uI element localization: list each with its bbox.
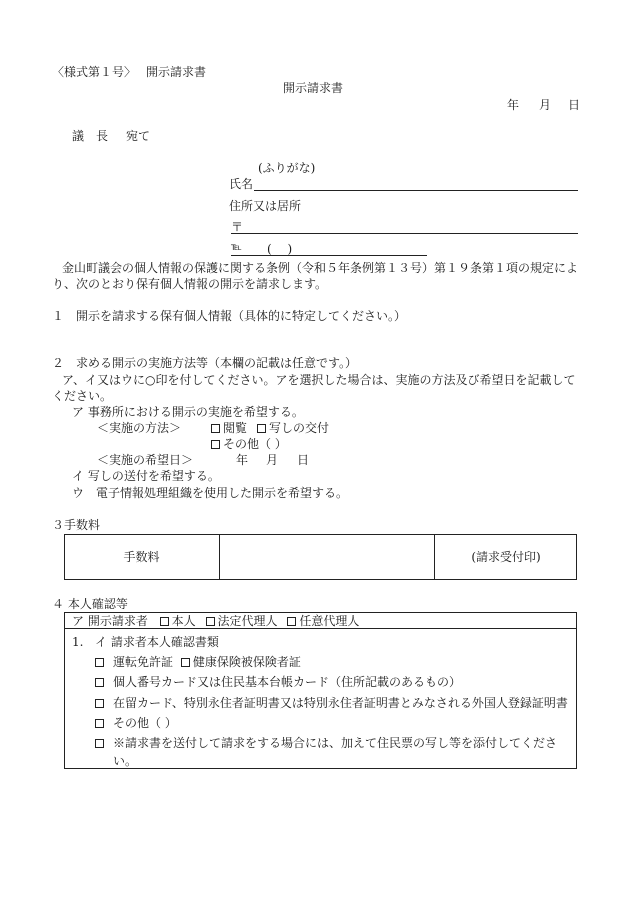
date-label: ＜実施の希望日＞ bbox=[97, 453, 194, 467]
checkbox-icon[interactable] bbox=[257, 424, 266, 433]
opt-legal[interactable]: 法定代理人 bbox=[206, 614, 278, 628]
checkbox-icon[interactable] bbox=[287, 617, 296, 626]
requester-type-row bbox=[72, 615, 359, 627]
name-label: 氏名 bbox=[229, 177, 254, 191]
name-field[interactable] bbox=[254, 190, 578, 191]
checkbox-icon[interactable] bbox=[95, 739, 104, 748]
id-doc-label: ※請求書を送付して請求をする場合には、加えて住民票の写し等を添付してくださ bbox=[113, 736, 558, 750]
fee-value[interactable] bbox=[220, 534, 434, 580]
id-doc-label: その他（ ） bbox=[113, 716, 177, 730]
checkbox-icon[interactable] bbox=[211, 440, 220, 449]
identity-row-divider bbox=[64, 628, 577, 629]
tel-label: ℡ bbox=[231, 242, 242, 253]
desired-date-year: 年 bbox=[236, 453, 249, 467]
addressee-chair: 議 長 bbox=[72, 129, 109, 143]
id-doc-label: 運転免許証 bbox=[113, 655, 174, 669]
stamp-label: (請求受付印) bbox=[471, 550, 541, 564]
method-other-option[interactable] bbox=[211, 438, 287, 450]
list-title: イ 請求者本人確認書類 bbox=[95, 635, 219, 649]
section-1-title: １ 開示を請求する保有個人情報（具体的に特定してください。） bbox=[52, 309, 407, 323]
date-month: 月 bbox=[539, 98, 552, 112]
opt-self[interactable]: 本人 bbox=[160, 614, 196, 628]
checkbox-icon[interactable] bbox=[206, 617, 215, 626]
address-field[interactable] bbox=[231, 233, 578, 234]
id-doc-row-5 bbox=[95, 737, 557, 749]
id-doc-label: 在留カード、特別永住者証明書又は特別永住者証明書とみなされる外国人登録証明書 bbox=[113, 696, 568, 710]
option-a: ア 事務所における開示の実施を希望する。 bbox=[72, 405, 304, 419]
id-doc-label: 個人番号カード又は住民基本台帳カード（住所記載のあるもの） bbox=[113, 675, 462, 689]
list-number: 1. bbox=[72, 635, 84, 649]
method-view-option[interactable] bbox=[211, 422, 247, 434]
form-number: 〈様式第１号〉 bbox=[52, 65, 137, 79]
fee-label: 手数料 bbox=[123, 550, 160, 564]
desired-date-day: 日 bbox=[297, 453, 310, 467]
section-2-title: ２ 求める開示の実施方法等（本欄の記載は任意です。） bbox=[52, 356, 358, 370]
checkbox-icon[interactable] bbox=[211, 424, 220, 433]
address-label: 住所又は居所 bbox=[229, 199, 302, 213]
intro-line-2: り、次のとおり保有個人情報の開示を請求します。 bbox=[52, 277, 328, 291]
furigana-label: (ふりがな) bbox=[258, 161, 316, 175]
checkbox-icon[interactable] bbox=[95, 699, 104, 708]
id-doc-row-2 bbox=[95, 676, 461, 688]
tel-parens: ( ) bbox=[267, 242, 293, 256]
addressee-to: 宛て bbox=[126, 129, 151, 143]
tel-field[interactable] bbox=[231, 255, 427, 256]
form-name: 開示請求書 bbox=[146, 65, 207, 79]
intro-line-1: 金山町議会の個人情報の保護に関する条例（令和５年条例第１３号）第１９条第１項の規定によ bbox=[62, 261, 579, 275]
checkbox-icon[interactable] bbox=[95, 658, 104, 667]
opt-voluntary[interactable]: 任意代理人 bbox=[287, 614, 359, 628]
method-other-label: その他（ ） bbox=[223, 437, 287, 451]
desired-date-month: 月 bbox=[266, 453, 279, 467]
option-i: イ 写しの送付を希望する。 bbox=[72, 469, 220, 483]
checkbox-icon[interactable] bbox=[181, 658, 190, 667]
section-3-title: ３手数料 bbox=[52, 518, 101, 532]
section-2-note-line-1: ア、イ又はウに○印を付してください。アを選択した場合は、実施の方法及び希望日を記載して bbox=[62, 373, 576, 387]
checkbox-icon[interactable] bbox=[95, 719, 104, 728]
checkbox-icon[interactable] bbox=[160, 617, 169, 626]
section-4-title: ４ 本人確認等 bbox=[52, 597, 128, 611]
id-doc-row-1 bbox=[95, 656, 301, 668]
date-year: 年 bbox=[507, 98, 520, 112]
checkbox-icon[interactable] bbox=[95, 678, 104, 687]
id-doc-row-4 bbox=[95, 717, 177, 729]
option-u: ウ 電子情報処理組織を使用した開示を希望する。 bbox=[72, 486, 349, 500]
method-copy-option[interactable] bbox=[257, 422, 329, 434]
section-2-note-line-2: ください。 bbox=[52, 389, 113, 403]
method-label: ＜実施の方法＞ bbox=[97, 421, 182, 435]
id-doc-label: 健康保険被保険者証 bbox=[192, 655, 301, 669]
page-title: 開示請求書 bbox=[283, 81, 344, 95]
method-copy-label: 写しの交付 bbox=[269, 421, 330, 435]
method-view-label: 閲覧 bbox=[223, 421, 248, 435]
id-doc-row-3 bbox=[95, 697, 568, 709]
requester-type-label: ア 開示請求者 bbox=[72, 614, 148, 628]
postal-mark: 〒 bbox=[231, 220, 244, 234]
id-doc-row-5-cont: い。 bbox=[113, 754, 138, 768]
date-day: 日 bbox=[568, 98, 581, 112]
